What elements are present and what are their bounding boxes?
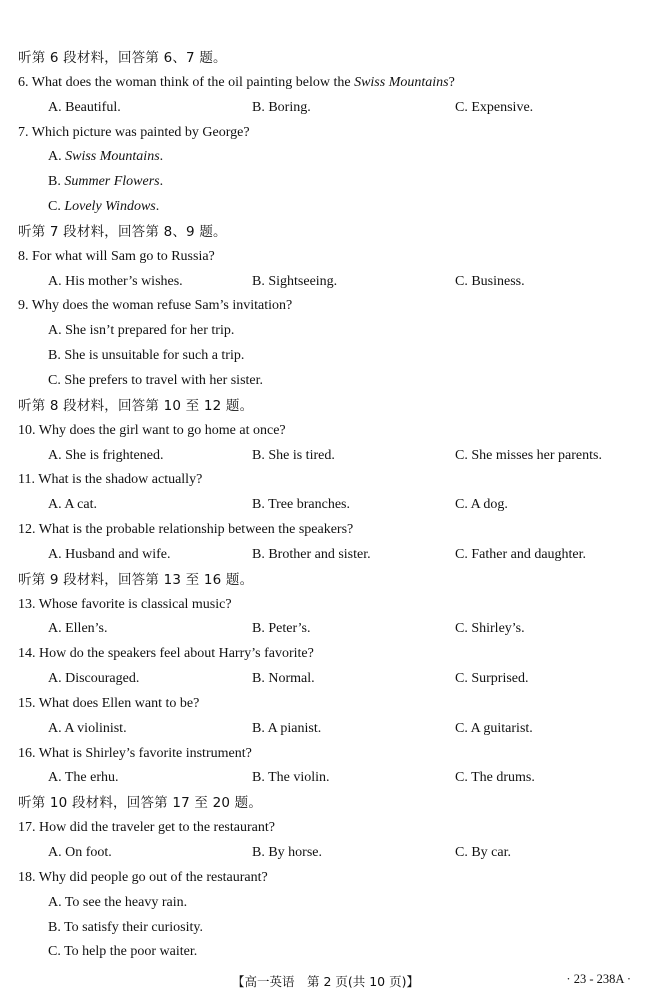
question <box>18 245 638 270</box>
answer-option: C. A dog. <box>455 497 508 513</box>
answer-option: B. Tree branches. <box>252 497 350 513</box>
question-number: 12. <box>18 522 36 538</box>
question-text: For what will Sam go to Russia? <box>32 248 215 264</box>
page-footer <box>0 972 651 994</box>
answer-option: B. The violin. <box>252 770 330 786</box>
option-row <box>18 270 638 295</box>
option-label: C. To help the poor waiter. <box>48 944 198 960</box>
option-label: B. <box>48 174 65 190</box>
question <box>18 71 638 96</box>
question <box>18 816 638 841</box>
question-text: What is the probable relationship between the speakers? <box>38 522 354 538</box>
option-row <box>18 493 638 518</box>
answer-option: C. Father and daughter. <box>455 546 587 562</box>
answer-option <box>18 940 638 965</box>
exam-page <box>18 46 638 965</box>
option-row <box>18 543 638 568</box>
question-number: 11. <box>18 472 35 488</box>
answer-option: C. By car. <box>455 845 511 860</box>
question-italic-title: Swiss Mountains <box>354 74 449 90</box>
question-number: 18. <box>18 869 36 885</box>
option-label: A. <box>48 149 66 165</box>
question <box>18 419 638 444</box>
option-italic-title: Swiss Mountains <box>65 149 160 165</box>
question-number: 16. <box>18 745 36 761</box>
answer-option: B. A pianist. <box>252 720 322 736</box>
question-number: 6. <box>18 74 29 90</box>
answer-option: A. Ellen’s. <box>48 621 108 637</box>
question-number: 17. <box>18 820 36 836</box>
answer-option: A. His mother’s wishes. <box>48 273 183 289</box>
answer-option: C. Shirley’s. <box>455 621 525 637</box>
answer-option <box>18 170 638 195</box>
section-header: 听第 6 段材料，回答第 6、7 题。 <box>18 50 227 66</box>
option-italic-title: Lovely Windows <box>64 199 156 215</box>
footer-code: · 23 - 238A · <box>566 972 631 986</box>
question-text: Why does the woman refuse Sam’s invitation? <box>31 298 293 314</box>
section-header: 听第 8 段材料，回答第 10 至 12 题。 <box>18 397 254 414</box>
option-end: . <box>159 174 164 190</box>
question-text: Whose favorite is classical music? <box>38 596 232 612</box>
question <box>18 866 638 891</box>
question-number: 7. <box>18 124 29 140</box>
section-header: 听第 10 段材料，回答第 17 至 20 题。 <box>18 795 263 812</box>
answer-option: A. A violinist. <box>48 720 127 736</box>
answer-option: C. She misses her parents. <box>455 447 602 463</box>
question-text: How did the traveler get to the restaurant? <box>39 820 275 836</box>
option-row <box>18 96 638 121</box>
answer-option <box>18 145 638 170</box>
answer-option: C. A guitarist. <box>455 720 533 736</box>
question-number: 15. <box>18 695 36 711</box>
question-number: 10. <box>18 422 36 438</box>
option-label: C. She prefers to travel with her sister. <box>48 372 264 388</box>
answer-option: A. She is frightened. <box>48 447 164 463</box>
answer-option <box>18 891 638 916</box>
section-header: 听第 9 段材料，回答第 13 至 16 题。 <box>18 571 254 588</box>
question-number: 8. <box>18 248 29 264</box>
option-row <box>18 444 638 469</box>
question-text: What is the shadow actually? <box>38 472 203 488</box>
answer-option <box>18 369 638 394</box>
answer-option: C. Surprised. <box>455 671 529 687</box>
answer-option <box>18 344 638 369</box>
option-row <box>18 617 638 642</box>
answer-option: C. Business. <box>455 273 525 289</box>
question-number: 9. <box>18 298 29 314</box>
answer-option: B. Normal. <box>252 671 315 687</box>
footer-page-info: 【高一英语 第 2 页(共 10 页)】 <box>231 974 419 989</box>
question-text: Which picture was painted by George? <box>31 124 250 140</box>
answer-option: A. Beautiful. <box>48 99 121 115</box>
question <box>18 294 638 319</box>
question-text: Why does the girl want to go home at once? <box>38 422 286 438</box>
section-header: 听第 7 段材料，回答第 8、9 题。 <box>18 223 227 240</box>
question-text: What does Ellen want to be? <box>38 695 200 711</box>
question <box>18 121 638 146</box>
question-text: How do the speakers feel about Harry’s favorite? <box>39 646 314 662</box>
question-text: What does the woman think of the oil painting below the <box>31 74 355 90</box>
option-row <box>18 766 638 791</box>
question-text-end: ? <box>448 74 455 90</box>
answer-option: A. A cat. <box>48 497 97 513</box>
option-label: B. She is unsuitable for such a trip. <box>48 348 245 364</box>
answer-option: B. She is tired. <box>252 447 335 463</box>
answer-option: C. Expensive. <box>455 99 534 115</box>
answer-option <box>18 195 638 220</box>
option-label: B. To satisfy their curiosity. <box>48 919 203 935</box>
answer-option: B. Sightseeing. <box>252 273 338 289</box>
question-text: Why did people go out of the restaurant? <box>38 869 268 885</box>
option-label: A. She isn’t prepared for her trip. <box>48 323 235 339</box>
option-row <box>18 717 638 742</box>
answer-option: B. Brother and sister. <box>252 546 371 562</box>
answer-option <box>18 319 638 344</box>
question <box>18 593 638 618</box>
question-number: 13. <box>18 596 36 612</box>
question <box>18 692 638 717</box>
option-end: . <box>159 149 164 165</box>
option-label: A. To see the heavy rain. <box>48 894 188 910</box>
option-row <box>18 667 638 692</box>
answer-option: A. On foot. <box>48 845 112 860</box>
option-end: . <box>155 199 160 215</box>
question-text: What is Shirley’s favorite instrument? <box>38 745 252 761</box>
answer-option: C. The drums. <box>455 770 535 786</box>
answer-option: B. Boring. <box>252 99 311 115</box>
question <box>18 468 638 493</box>
question <box>18 742 638 767</box>
answer-option: A. The erhu. <box>48 770 119 786</box>
answer-option: B. Peter’s. <box>252 621 311 637</box>
question-number: 14. <box>18 646 36 662</box>
question <box>18 642 638 667</box>
answer-option: B. By horse. <box>252 845 322 860</box>
answer-option <box>18 916 638 941</box>
option-label: C. <box>48 199 65 215</box>
answer-option: A. Husband and wife. <box>48 546 171 562</box>
option-italic-title: Summer Flowers <box>64 174 160 190</box>
option-row <box>18 841 638 866</box>
question <box>18 518 638 543</box>
answer-option: A. Discouraged. <box>48 671 140 687</box>
